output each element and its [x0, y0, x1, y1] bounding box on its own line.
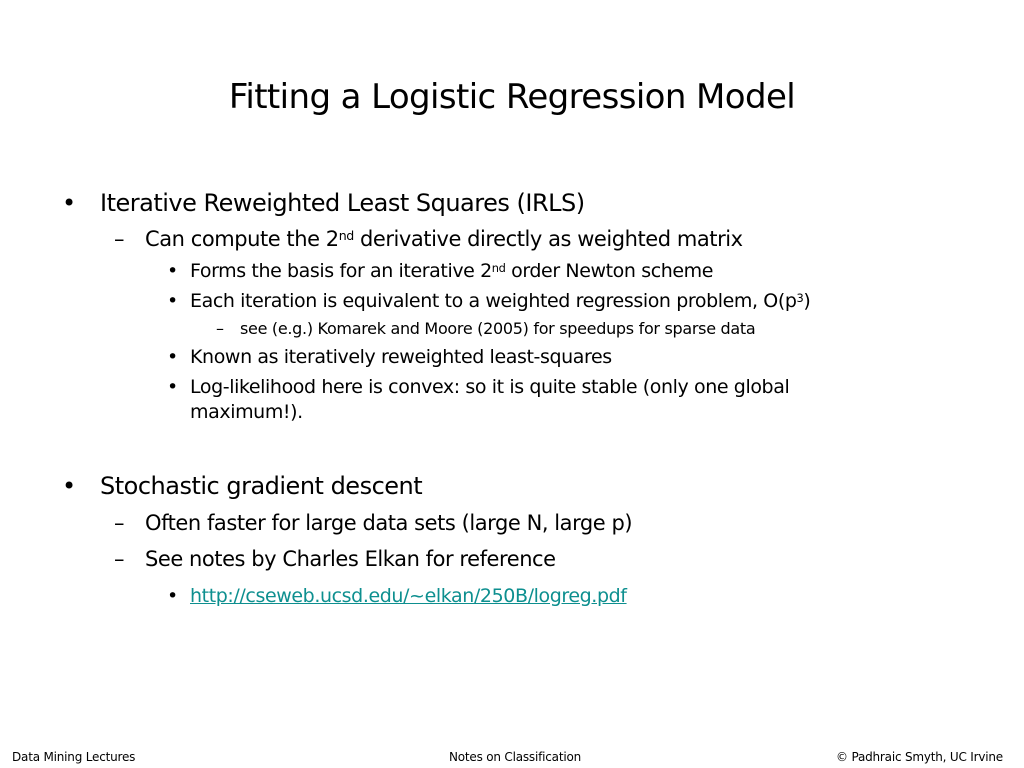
item-weighted-regression-text: Each iteration is equivalent to a weighted regression problem, O(p	[190, 290, 797, 312]
superscript-3: 3	[796, 290, 804, 305]
bullet-marker: •	[167, 290, 178, 312]
sub-elkan-notes: See notes by Charles Elkan for reference	[145, 547, 556, 571]
bullet-marker: •	[62, 472, 76, 500]
item-newton-scheme-text: Forms the basis for an iterative 2	[190, 260, 492, 282]
superscript-nd: nd	[338, 228, 354, 244]
item-newton-scheme	[190, 258, 713, 284]
bullet-sgd: Stochastic gradient descent	[100, 472, 423, 500]
item-elkan-link	[190, 583, 627, 609]
item-iteratively-reweighted: Known as iteratively reweighted least-squares	[190, 346, 612, 368]
superscript-nd: nd	[491, 260, 506, 275]
bullet-irls: Iterative Reweighted Least Squares (IRLS)	[100, 189, 585, 217]
elkan-logreg-link[interactable]: http://cseweb.ucsd.edu/~elkan/250B/logreg.pdf	[190, 585, 627, 607]
bullet-marker: •	[167, 585, 178, 607]
item-weighted-regression	[190, 288, 810, 314]
dash-marker: –	[114, 227, 125, 251]
sub-second-derivative-text: Can compute the 2	[145, 227, 339, 251]
dash-marker: –	[114, 547, 125, 571]
item-log-likelihood-line1: Log-likelihood here is convex: so it is quite stable (only one global	[190, 376, 790, 398]
footer-left: Data Mining Lectures	[12, 750, 136, 764]
bullet-marker: •	[167, 346, 178, 368]
sub-second-derivative-text-end: derivative directly as weighted matrix	[353, 227, 743, 251]
slide-title: Fitting a Logistic Regression Model	[228, 77, 796, 117]
bullet-marker: •	[167, 260, 178, 282]
item-newton-scheme-text-end: order Newton scheme	[505, 260, 714, 282]
item-weighted-regression-text-end: )	[803, 290, 811, 312]
dash-marker: –	[114, 511, 125, 535]
item-log-likelihood-line2: maximum!).	[190, 401, 303, 423]
bullet-marker: •	[167, 376, 178, 398]
footer-right: © Padhraic Smyth, UC Irvine	[836, 750, 1003, 764]
sub-item-komarek-moore: see (e.g.) Komarek and Moore (2005) for speedups for sparse data	[240, 319, 756, 338]
footer-center: Notes on Classification	[448, 750, 582, 764]
sub-second-derivative	[145, 225, 743, 253]
sub-faster-large-data: Often faster for large data sets (large N, large p)	[145, 511, 633, 535]
dash-marker: –	[216, 319, 224, 338]
bullet-marker: •	[62, 189, 76, 217]
